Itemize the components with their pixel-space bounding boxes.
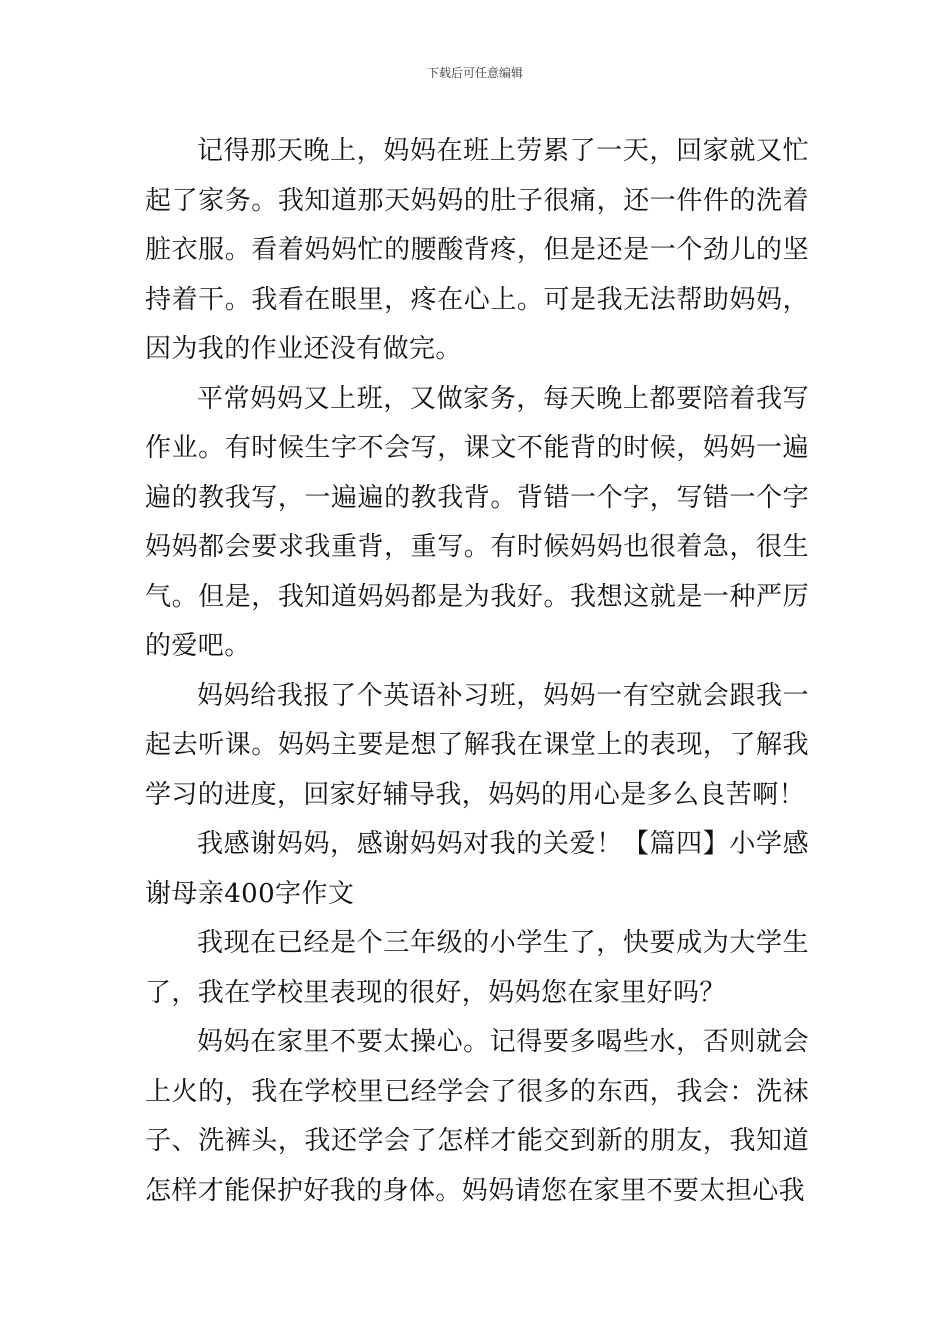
paragraph: 妈妈在家里不要太操心。记得要多喝些水，否则就会上火的，我在学校里已经学会了很多的东西，我会：洗袜子、洗裤头，我还学会了怎样才能交到新的朋友，我知道怎样才能保护好我的身体。妈妈请您在家里不要太担心我 xyxy=(145,1027,809,1206)
paragraph: 妈妈给我报了个英语补习班，妈妈一有空就会跟我一起去听课。妈妈主要是想了解我在课堂上的表现，了解我学习的进度，回家好辅导我，妈妈的用心是多么良苦啊！ xyxy=(145,680,809,810)
paragraph: 我现在已经是个三年级的小学生了，快要成为大学生了，我在学校里表现的很好，妈妈您在家里好吗？ xyxy=(145,928,809,1008)
document-body xyxy=(145,127,809,1216)
paragraph: 记得那天晚上，妈妈在班上劳累了一天，回家就又忙起了家务。我知道那天妈妈的肚子很痛，还一件件的洗着脏衣服。看着妈妈忙的腰酸背疼，但是还是一个劲儿的坚持着干。我看在眼里，疼在心上。可是我无法帮助妈妈，因为我的作业还没有做完。 xyxy=(145,136,809,364)
paragraph: 平常妈妈又上班，又做家务，每天晚上都要陪着我写作业。有时候生字不会写，课文不能背的时候，妈妈一遍遍的教我写，一遍遍的教我背。背错一个字，写错一个字妈妈都会要求我重背，重写。有时候妈妈也很着急，很生气。但是，我知道妈妈都是为我好。我想这就是一种严厉的爱吧。 xyxy=(145,383,809,661)
paragraph: 我感谢妈妈，感谢妈妈对我的关爱！【篇四】小学感谢母亲400字作文 xyxy=(145,829,809,909)
page-header: 下载后可任意编辑 xyxy=(426,66,523,80)
